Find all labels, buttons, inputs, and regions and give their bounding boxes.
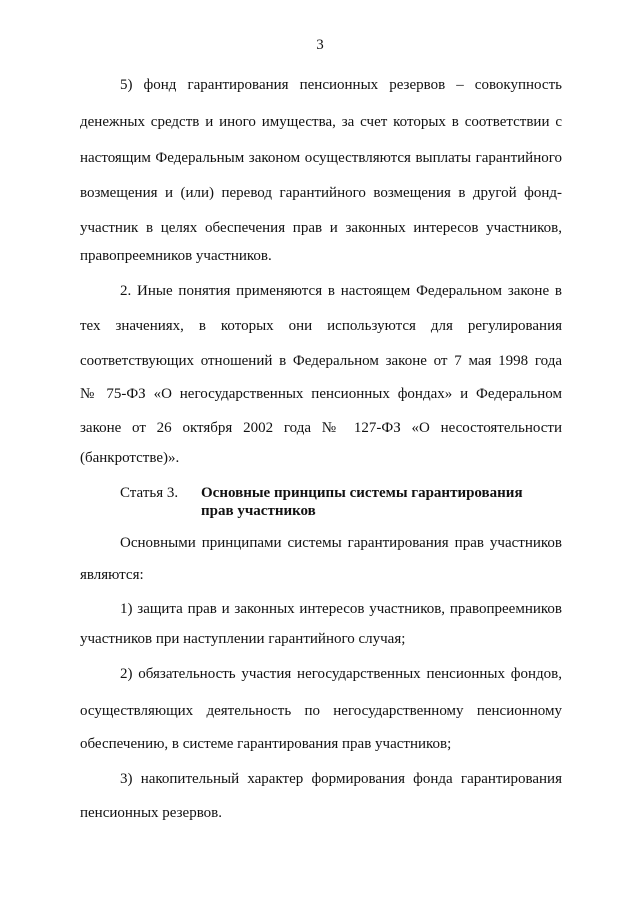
article-title-line: прав участников bbox=[201, 503, 316, 519]
paragraph-line: Основными принципами системы гарантирования прав участников bbox=[120, 535, 562, 551]
paragraph-line: возмещения и (или) перевод гарантийного возмещения в другой фонд- bbox=[80, 185, 562, 201]
paragraph-line: тех значениях, в которых они используются для регулирования bbox=[80, 318, 562, 334]
article-title-line: Основные принципы системы гарантирования bbox=[201, 485, 523, 501]
list-item-line: обеспечению, в системе гарантирования прав участников; bbox=[80, 736, 452, 752]
paragraph-line: правопреемников участников. bbox=[80, 248, 272, 264]
paragraph-line: настоящим Федеральным законом осуществляются выплаты гарантийного bbox=[80, 150, 562, 166]
article-label: Статья 3. bbox=[120, 485, 179, 501]
paragraph-line: (банкротстве)». bbox=[80, 450, 180, 466]
paragraph-line: участник в целях обеспечения прав и законных интересов участников, bbox=[80, 220, 562, 236]
paragraph-line: № 75-ФЗ «О негосударственных пенсионных фондах» и Федеральном bbox=[80, 386, 562, 402]
paragraph-line: 5) фонд гарантирования пенсионных резервов – совокупность bbox=[120, 77, 562, 93]
list-item-line: 1) защита прав и законных интересов участников, правопреемников bbox=[120, 601, 562, 617]
page-number: 3 bbox=[316, 37, 324, 53]
paragraph-line: 2. Иные понятия применяются в настоящем Федеральном законе в bbox=[120, 283, 562, 299]
paragraph-line: являются: bbox=[80, 567, 144, 583]
article-title bbox=[201, 484, 541, 520]
list-item-line: 2) обязательность участия негосударственных пенсионных фондов, bbox=[120, 666, 562, 682]
list-item-line: 3) накопительный характер формирования фонда гарантирования bbox=[120, 771, 562, 787]
paragraph-line: законе от 26 октября 2002 года № 127-ФЗ «О несостоятельности bbox=[80, 420, 562, 436]
list-item-line: пенсионных резервов. bbox=[80, 805, 223, 821]
list-item-line: осуществляющих деятельность по негосударственному пенсионному bbox=[80, 703, 562, 719]
paragraph-line: денежных средств и иного имущества, за счет которых в соответствии с bbox=[80, 114, 562, 130]
list-item-line: участников при наступлении гарантийного случая; bbox=[80, 631, 406, 647]
paragraph-line: соответствующих отношений в Федеральном законе от 7 мая 1998 года bbox=[80, 353, 562, 369]
